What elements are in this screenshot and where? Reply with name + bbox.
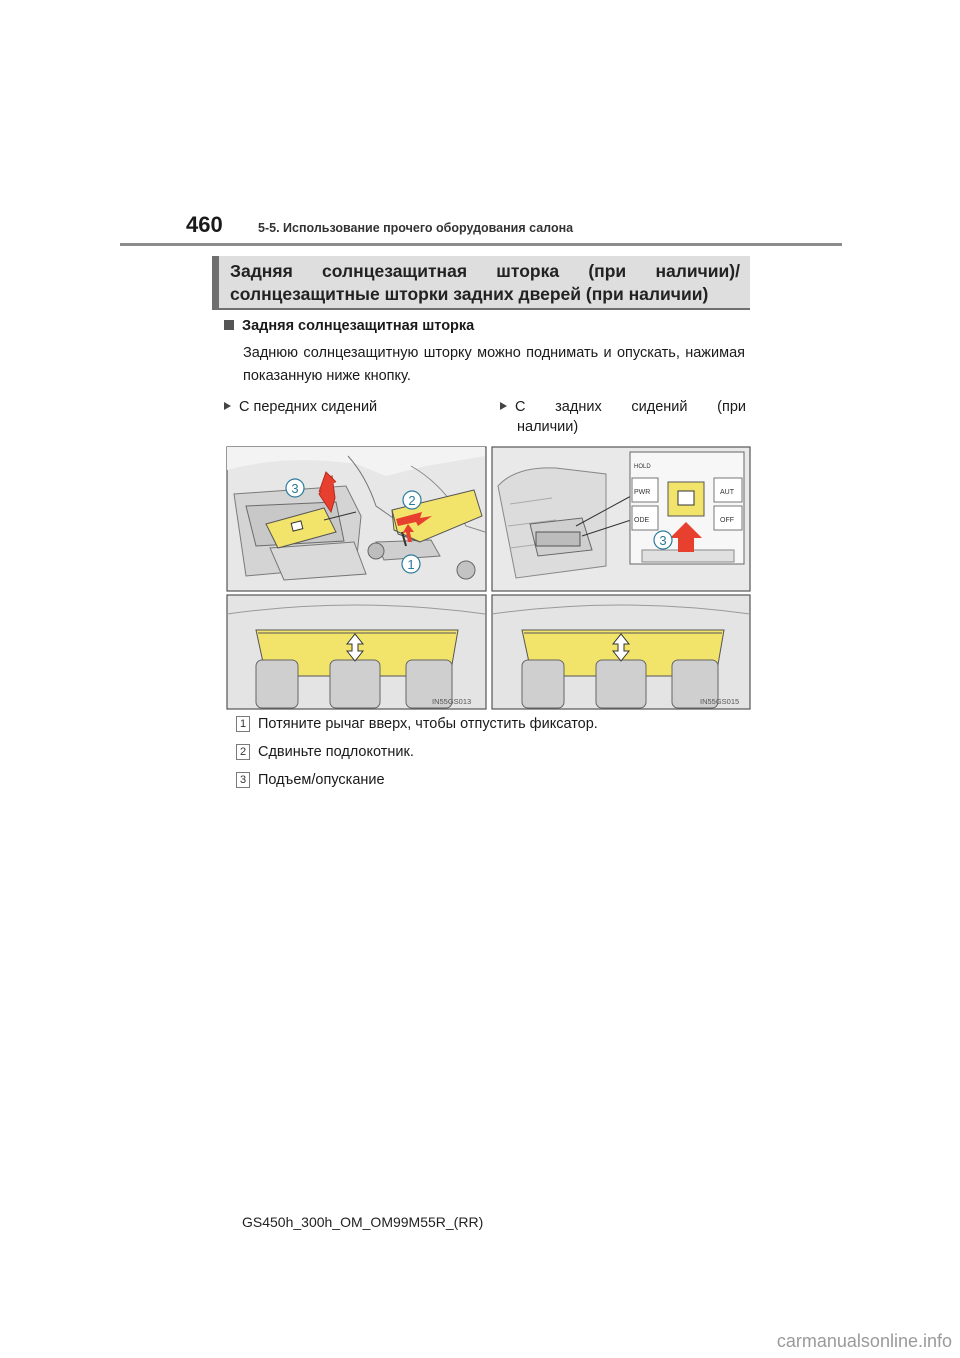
section-title: 5-5. Использование прочего оборудования салона	[258, 221, 574, 235]
heading-underline	[212, 308, 750, 310]
bullet-rear-text-line-1: С задних сидений (при	[515, 399, 746, 415]
bullet-front-seats	[224, 396, 377, 419]
mode-label: ODE	[634, 517, 650, 524]
bullet-rear-seats	[500, 396, 746, 419]
callout-1: 1	[407, 557, 415, 572]
hold-label: HOLD	[634, 464, 651, 470]
note-text: Подъем/опускание	[258, 772, 385, 788]
triangle-bullet-icon	[500, 402, 507, 410]
callout-3-right: 3	[659, 533, 667, 548]
off-label: OFF	[720, 517, 734, 524]
panel-front-console	[227, 447, 486, 591]
panel-shade-left	[227, 595, 486, 709]
header-rule	[120, 243, 842, 246]
subheading-text: Задняя солнцезащитная шторка	[242, 318, 475, 334]
footer-doc-code: GS450h_300h_OM_OM99M55R_(RR)	[242, 1214, 484, 1230]
topic-heading-line-1: Задняя солнцезащитная шторка (при наличии)/	[230, 261, 740, 281]
callout-2: 2	[408, 493, 416, 508]
figure-code-right: IN55GS015	[700, 697, 740, 706]
aut-label: AUT	[720, 489, 734, 496]
watermark: carmanualsonline.info	[776, 1331, 952, 1351]
bullet-rear-text-line-2: наличии)	[517, 419, 579, 435]
illustration-svg	[226, 446, 752, 710]
topic-heading-line-2: солнцезащитные шторки задних дверей (при наличии)	[230, 284, 709, 304]
page-number: 460	[186, 212, 223, 237]
note-item	[236, 716, 598, 732]
subheading	[224, 318, 474, 334]
note-number: 1	[236, 716, 250, 732]
note-item	[236, 744, 414, 760]
bullet-front-text: С передних сидений	[239, 399, 378, 415]
note-text: Потяните рычаг вверх, чтобы отпустить фиксатор.	[258, 716, 598, 732]
callout-3-left: 3	[291, 481, 299, 496]
triangle-bullet-icon	[224, 402, 231, 410]
panel-rear-console	[492, 447, 750, 591]
panel-shade-right	[492, 595, 750, 709]
note-number: 2	[236, 744, 250, 760]
pwr-label: PWR	[634, 489, 651, 496]
square-bullet-icon	[224, 320, 234, 330]
figure-code-left: IN55GS013	[432, 697, 472, 706]
description-paragraph: Заднюю солнцезащитную шторку можно поднимать и опускать, нажимая показанную ниже кнопку.	[243, 345, 745, 384]
note-text: Сдвиньте подлокотник.	[258, 744, 414, 760]
note-number: 3	[236, 772, 250, 788]
illustration	[226, 446, 752, 710]
topic-heading	[212, 256, 750, 308]
note-item	[236, 772, 385, 788]
